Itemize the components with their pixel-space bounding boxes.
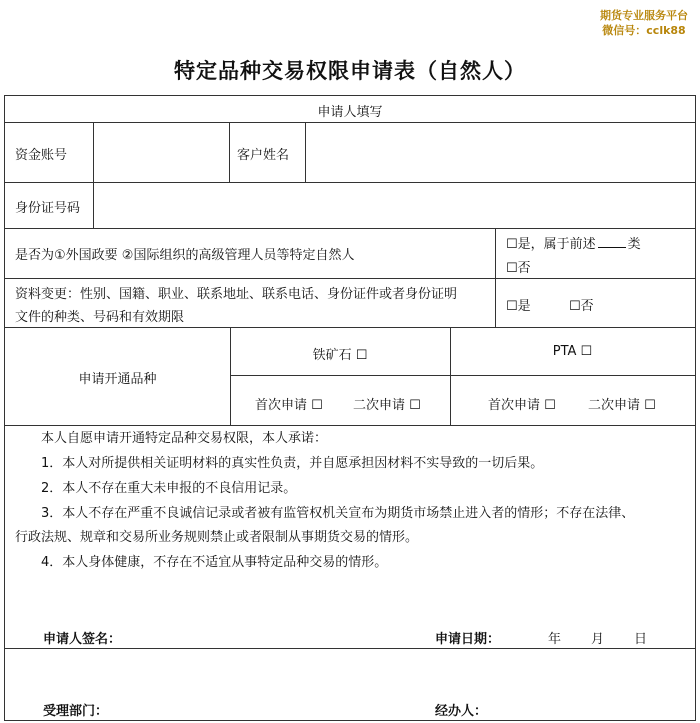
section-header: 申请人填写: [317, 105, 383, 120]
col-divider: [495, 228, 496, 327]
apply-variety-label: 申请开通品种: [78, 372, 157, 387]
declaration-item-3b: 行政法规、规章和交易所业务规则禁止或者限制从事期货交易的情形。: [15, 530, 419, 545]
col-divider: [305, 122, 306, 182]
declaration-item-3a: 3．本人不存在严重不良诚信记录或者被有监管权机关宣布为期货市场禁止进入者的情形；不存在法律、: [41, 506, 635, 521]
special-person-no-checkbox[interactable]: ☐否: [506, 261, 531, 276]
customer-name-label: 客户姓名: [237, 148, 290, 163]
row-divider: [5, 228, 695, 229]
pta-second-apply-checkbox[interactable]: 二次申请 ☐: [588, 398, 656, 413]
declaration-item-1: 1．本人对所提供相关证明材料的真实性负责，并自愿承担因材料不实导致的一切后果。: [41, 456, 544, 471]
account-label: 资金账号: [15, 148, 68, 163]
row-divider: [5, 182, 695, 183]
apply-date-label: 申请日期：: [435, 632, 501, 647]
row-divider: [5, 425, 695, 426]
row-divider: [230, 375, 695, 376]
handler-label: 经办人：: [435, 704, 488, 719]
special-person-question: 是否为①外国政要 ②国际组织的高级管理人员等特定自然人: [15, 248, 355, 263]
iron-ore-second-apply-checkbox[interactable]: 二次申请 ☐: [353, 398, 421, 413]
col-divider: [229, 122, 230, 182]
col-divider: [93, 122, 94, 228]
date-year: 年: [548, 632, 562, 647]
row-divider: [5, 122, 695, 123]
page-title: 特定品种交易权限申请表（自然人）: [174, 59, 526, 83]
row-divider: [5, 648, 695, 649]
declaration-intro: 本人自愿申请开通特定品种交易权限，本人承诺：: [41, 431, 328, 446]
pta-checkbox[interactable]: PTA ☐: [552, 344, 593, 359]
row-divider: [5, 278, 695, 279]
declaration-item-4: 4．本人身体健康，不存在不适宜从事特定品种交易的情形。: [41, 555, 388, 570]
date-day: 日: [634, 632, 648, 647]
category-blank[interactable]: [598, 237, 626, 248]
watermark: [600, 8, 688, 38]
id-number-label: 身份证号码: [15, 201, 81, 216]
data-change-yes-checkbox[interactable]: ☐是: [506, 299, 531, 314]
date-month: 月: [591, 632, 605, 647]
watermark-line1: 期货专业服务平台: [600, 9, 688, 22]
iron-ore-first-apply-checkbox[interactable]: 首次申请 ☐: [255, 398, 323, 413]
application-form: [4, 95, 696, 721]
special-person-yes-checkbox[interactable]: [506, 233, 641, 252]
pta-first-apply-checkbox[interactable]: 首次申请 ☐: [488, 398, 556, 413]
col-divider: [230, 327, 231, 425]
row-divider: [5, 327, 695, 328]
data-change-line2: 文件的种类、号码和有效期限: [15, 310, 185, 325]
applicant-signature-label: 申请人签名：: [43, 632, 122, 647]
watermark-line2: 微信号：cclk88: [602, 24, 686, 37]
iron-ore-checkbox[interactable]: 铁矿石 ☐: [312, 348, 368, 363]
accepting-dept-label: 受理部门：: [43, 704, 109, 719]
data-change-no-checkbox[interactable]: ☐否: [569, 299, 594, 314]
declaration-item-2: 2．本人不存在重大未申报的不良信用记录。: [41, 481, 297, 496]
data-change-line1: 资料变更：性别、国籍、职业、联系地址、联系电话、身份证件或者身份证明: [15, 287, 458, 302]
special-person-yes-label: ☐是，属于前述: [506, 237, 596, 252]
col-divider: [450, 327, 451, 425]
special-person-yes-suffix: 类: [627, 237, 641, 252]
